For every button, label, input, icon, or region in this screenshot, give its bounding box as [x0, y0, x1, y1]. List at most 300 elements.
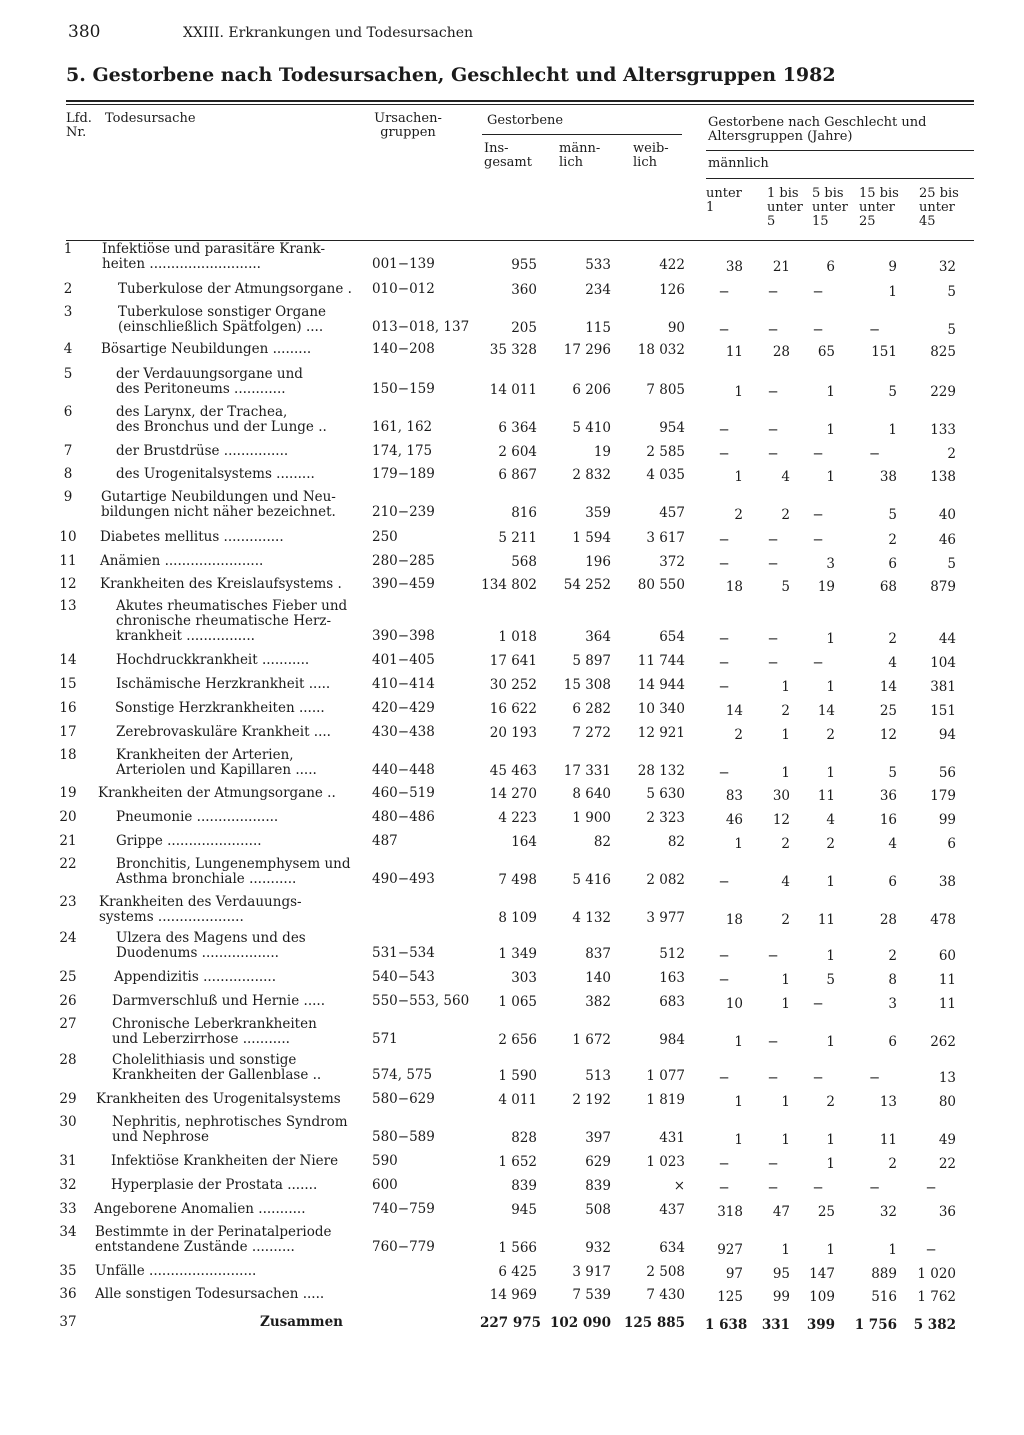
- row-number: 32: [59, 1177, 77, 1193]
- total-deceased: 568: [511, 554, 537, 570]
- male-age-group-value: 1: [826, 384, 835, 400]
- total-deceased: 8 109: [498, 910, 537, 926]
- female-deceased: 3 617: [646, 530, 685, 546]
- cause-group-code: 150−159: [372, 381, 435, 397]
- cause-label: Cholelithiasis und sonstige Krankheiten der Gallenblase ..: [112, 1052, 322, 1083]
- male-age-group-value: 104: [930, 655, 956, 671]
- male-age-group-value: 30: [772, 788, 790, 804]
- cause-group-code: 600: [372, 1177, 398, 1193]
- row-number: 9: [63, 489, 73, 505]
- male-age-group-value: 229: [930, 384, 956, 400]
- cause-label: Grippe ......................: [116, 833, 262, 849]
- male-age-group-value: 22: [938, 1156, 956, 1172]
- cause-group-code: 740−759: [372, 1201, 435, 1217]
- cause-label: Bronchitis, Lungenemphysem und Asthma bronchiale ...........: [116, 856, 351, 887]
- male-age-group-value: 6: [947, 836, 956, 852]
- male-age-group-value: 1 638: [705, 1317, 748, 1333]
- male-age-group-value: 1: [781, 1094, 790, 1110]
- male-age-group-value: 25: [879, 703, 897, 719]
- total-deceased: 30 252: [489, 677, 537, 693]
- male-age-group-value: 1: [826, 1034, 835, 1050]
- male-age-group-value: 5: [947, 284, 956, 300]
- male-age-group-value: −: [812, 507, 824, 523]
- header-by-sex-age-rule: [706, 150, 974, 151]
- male-age-group-value: −: [767, 1156, 779, 1172]
- header-age-1: unter 1: [706, 186, 742, 215]
- male-deceased: 115: [585, 320, 611, 336]
- male-age-group-value: −: [812, 322, 824, 338]
- header-groups: Ursachen- gruppen: [374, 111, 442, 140]
- row-number: 21: [59, 833, 77, 849]
- row-number: 24: [59, 930, 77, 946]
- total-deceased: 955: [511, 257, 537, 273]
- cause-label: der Brustdrüse ...............: [116, 443, 289, 459]
- male-age-group-value: 1 756: [854, 1317, 897, 1333]
- header-lfd-nr: Lfd. Nr.: [66, 111, 92, 140]
- male-deceased: 2 192: [572, 1092, 611, 1108]
- male-age-group-value: −: [718, 948, 730, 964]
- male-deceased: 6 282: [572, 701, 611, 717]
- female-deceased: 7 430: [646, 1287, 685, 1303]
- male-age-group-value: 1: [734, 1094, 743, 1110]
- male-age-group-value: −: [767, 655, 779, 671]
- male-age-group-value: 83: [725, 788, 743, 804]
- male-age-group-value: 147: [809, 1266, 835, 1282]
- female-deceased: 422: [659, 257, 685, 273]
- female-deceased: 954: [659, 420, 685, 436]
- male-age-group-value: 5: [888, 507, 897, 523]
- total-deceased: 35 328: [489, 342, 537, 358]
- total-deceased: 5 211: [498, 530, 537, 546]
- male-age-group-value: 4: [781, 874, 790, 890]
- male-age-group-value: −: [812, 1070, 824, 1086]
- cause-label: des Larynx, der Trachea, des Bronchus und der Lunge ..: [116, 404, 327, 435]
- male-age-group-value: 14: [725, 703, 743, 719]
- female-deceased: 163: [659, 970, 685, 986]
- header-male-rule: [706, 178, 974, 179]
- male-age-group-value: 3: [888, 996, 897, 1012]
- total-deceased: 1 652: [498, 1154, 537, 1170]
- total-deceased: 6 425: [498, 1264, 537, 1280]
- male-age-group-value: 1: [826, 765, 835, 781]
- male-age-group-value: 2: [947, 446, 956, 462]
- cause-label: Anämien .......................: [100, 553, 264, 569]
- female-deceased: 683: [659, 994, 685, 1010]
- cause-label: Krankheiten des Urogenitalsystems: [96, 1091, 341, 1107]
- cause-label: Bösartige Neubildungen .........: [101, 341, 312, 357]
- male-age-group-value: 109: [809, 1289, 835, 1305]
- total-deceased: 205: [511, 320, 537, 336]
- cause-group-code: 490−493: [372, 871, 435, 887]
- female-deceased: 3 977: [646, 910, 685, 926]
- row-number: 16: [59, 700, 77, 716]
- row-number: 34: [59, 1224, 77, 1240]
- male-age-group-value: 65: [817, 344, 835, 360]
- running-head: XXIII. Erkrankungen und Todesursachen: [183, 25, 474, 41]
- male-age-group-value: 2: [781, 703, 790, 719]
- male-age-group-value: 1: [826, 631, 835, 647]
- male-age-group-value: 2: [826, 836, 835, 852]
- total-deceased: 1 566: [498, 1240, 537, 1256]
- total-deceased: 17 641: [489, 653, 537, 669]
- row-number: 15: [59, 676, 77, 692]
- male-age-group-value: 99: [772, 1289, 790, 1305]
- female-deceased: 28 132: [637, 763, 685, 779]
- male-age-group-value: 5: [947, 322, 956, 338]
- female-deceased: 512: [659, 946, 685, 962]
- male-age-group-value: 478: [930, 912, 956, 928]
- header-age-5: 25 bis unter 45: [919, 186, 959, 229]
- header-male: männ- lich: [559, 141, 601, 170]
- male-age-group-value: 1: [781, 765, 790, 781]
- male-age-group-value: 1: [734, 469, 743, 485]
- male-age-group-value: 38: [879, 469, 897, 485]
- male-deceased: 839: [585, 1178, 611, 1194]
- female-deceased: 2 508: [646, 1264, 685, 1280]
- row-number: 37: [59, 1314, 77, 1330]
- male-deceased: 7 539: [572, 1287, 611, 1303]
- male-deceased: 2 832: [572, 467, 611, 483]
- cause-group-code: 161, 162: [372, 419, 433, 435]
- row-number: 29: [59, 1091, 77, 1107]
- row-number: 7: [63, 443, 73, 459]
- male-deceased: 397: [585, 1130, 611, 1146]
- male-age-group-value: −: [812, 1180, 824, 1196]
- row-number: 17: [59, 724, 77, 740]
- male-age-group-value: −: [767, 1034, 779, 1050]
- cause-label: Hochdruckkrankheit ...........: [116, 652, 310, 668]
- cause-group-code: 250: [372, 529, 398, 545]
- male-age-group-value: 28: [879, 912, 897, 928]
- male-age-group-value: 825: [930, 344, 956, 360]
- male-age-group-value: 38: [725, 259, 743, 275]
- cause-group-code: 013−018, 137: [372, 319, 470, 335]
- male-age-group-value: 1: [826, 874, 835, 890]
- male-age-group-value: −: [718, 532, 730, 548]
- header-age-4: 15 bis unter 25: [859, 186, 899, 229]
- male-age-group-value: 318: [717, 1204, 743, 1220]
- male-age-group-value: 16: [879, 812, 897, 828]
- female-deceased: 12 921: [637, 725, 685, 741]
- cause-group-code: 487: [372, 833, 398, 849]
- header-age-3: 5 bis unter 15: [812, 186, 848, 229]
- row-number: 2: [63, 281, 73, 297]
- cause-group-code: 390−459: [372, 576, 435, 592]
- female-deceased: 126: [659, 282, 685, 298]
- row-number: 25: [59, 969, 77, 985]
- row-number: 20: [59, 809, 77, 825]
- male-age-group-value: 1 020: [917, 1266, 956, 1282]
- total-deceased: 14 270: [489, 786, 537, 802]
- male-age-group-value: 6: [888, 556, 897, 572]
- male-age-group-value: −: [812, 284, 824, 300]
- cause-label: Tuberkulose sonstiger Organe (einschließlich Spätfolgen) ....: [118, 304, 327, 335]
- male-age-group-value: −: [767, 322, 779, 338]
- male-age-group-value: 331: [761, 1317, 790, 1333]
- female-deceased: 10 340: [637, 701, 685, 717]
- cause-group-code: 590: [372, 1153, 398, 1169]
- male-deceased: 196: [585, 554, 611, 570]
- cause-label: Krankheiten der Atmungsorgane ..: [98, 785, 336, 801]
- cause-group-code: 571: [372, 1031, 398, 1047]
- cause-label: Ischämische Herzkrankheit .....: [116, 676, 331, 692]
- row-number: 11: [59, 553, 77, 569]
- cause-label: Krankheiten der Arterien, Arteriolen und Kapillaren .....: [116, 747, 317, 778]
- cause-label: Infektiöse und parasitäre Krank- heiten ..........................: [102, 241, 326, 272]
- cause-group-code: 531−534: [372, 945, 435, 961]
- male-age-group-value: 381: [930, 679, 956, 695]
- male-age-group-value: −: [718, 284, 730, 300]
- header-by-sex-age: Gestorbene nach Geschlecht und Altersgruppen (Jahre): [708, 115, 927, 144]
- male-age-group-value: 4: [888, 655, 897, 671]
- male-age-group-value: −: [812, 446, 824, 462]
- total-deceased: 4 223: [498, 810, 537, 826]
- cause-group-code: 210−239: [372, 504, 435, 520]
- male-age-group-value: −: [767, 532, 779, 548]
- male-age-group-value: 5: [888, 765, 897, 781]
- male-age-group-value: 1: [781, 679, 790, 695]
- male-age-group-value: 1: [781, 727, 790, 743]
- cause-group-code: 574, 575: [372, 1067, 433, 1083]
- row-number: 18: [59, 747, 77, 763]
- female-deceased: 11 744: [637, 653, 685, 669]
- male-age-group-value: −: [767, 556, 779, 572]
- cause-group-code: 140−208: [372, 341, 435, 357]
- male-deceased: 513: [585, 1068, 611, 1084]
- top-rule-thin: [66, 104, 974, 105]
- total-deceased: 14 011: [489, 382, 537, 398]
- male-age-group-value: 60: [938, 948, 956, 964]
- male-age-group-value: 2: [826, 1094, 835, 1110]
- top-rule: [66, 100, 974, 102]
- male-age-group-value: 516: [871, 1289, 897, 1305]
- row-number: 8: [63, 466, 73, 482]
- cause-group-code: 001−139: [372, 256, 435, 272]
- male-age-group-value: 56: [938, 765, 956, 781]
- female-deceased: 125 885: [623, 1315, 685, 1331]
- male-age-group-value: 399: [806, 1317, 835, 1333]
- male-age-group-value: 1: [826, 1132, 835, 1148]
- total-deceased: 2 656: [498, 1032, 537, 1048]
- male-age-group-value: 94: [938, 727, 956, 743]
- male-age-group-value: 4: [781, 469, 790, 485]
- row-number: 1: [63, 241, 73, 257]
- male-age-group-value: 19: [817, 579, 835, 595]
- male-age-group-value: 1: [888, 422, 897, 438]
- male-age-group-value: −: [718, 556, 730, 572]
- male-age-group-value: −: [718, 322, 730, 338]
- male-deceased: 1 594: [572, 530, 611, 546]
- male-age-group-value: −: [718, 446, 730, 462]
- cause-group-code: 440−448: [372, 762, 435, 778]
- female-deceased: 437: [659, 1202, 685, 1218]
- cause-label: Angeborene Anomalien ...........: [94, 1201, 306, 1217]
- male-age-group-value: −: [718, 631, 730, 647]
- male-age-group-value: 1: [826, 948, 835, 964]
- male-deceased: 364: [585, 629, 611, 645]
- cause-label: Bestimmte in der Perinatalperiode entstandene Zustände ..........: [95, 1224, 332, 1255]
- row-number: 13: [59, 598, 77, 614]
- male-age-group-value: 6: [826, 259, 835, 275]
- male-deceased: 54 252: [563, 577, 611, 593]
- male-age-group-value: 2: [781, 507, 790, 523]
- cause-group-code: 179−189: [372, 466, 435, 482]
- female-deceased: 4 035: [646, 467, 685, 483]
- row-number: 12: [59, 576, 77, 592]
- male-deceased: 140: [585, 970, 611, 986]
- cause-label: Chronische Leberkrankheiten und Leberzirrhose ...........: [112, 1016, 317, 1047]
- male-age-group-value: 889: [871, 1266, 897, 1282]
- male-age-group-value: −: [718, 679, 730, 695]
- male-age-group-value: −: [718, 874, 730, 890]
- row-number: 5: [63, 366, 73, 382]
- total-deceased: 360: [511, 282, 537, 298]
- male-deceased: 1 900: [572, 810, 611, 826]
- cause-label: Akutes rheumatisches Fieber und chronische rheumatische Herz- krankheit ................: [116, 598, 348, 644]
- row-number: 23: [59, 894, 77, 910]
- total-deceased: 1 018: [498, 629, 537, 645]
- header-deceased-rule: [482, 134, 682, 135]
- male-age-group-value: 11: [817, 912, 835, 928]
- female-deceased: 984: [659, 1032, 685, 1048]
- male-age-group-value: −: [868, 322, 881, 338]
- male-age-group-value: −: [767, 422, 779, 438]
- total-deceased: 2 604: [498, 444, 537, 460]
- row-number: 22: [59, 856, 77, 872]
- row-number: 19: [59, 785, 77, 801]
- male-deceased: 17 296: [563, 342, 611, 358]
- male-age-group-value: 2: [888, 1156, 897, 1172]
- cause-group-code: 174, 175: [372, 443, 433, 459]
- male-age-group-value: 5: [888, 384, 897, 400]
- female-deceased: 634: [659, 1240, 685, 1256]
- male-age-group-value: 2: [888, 948, 897, 964]
- total-deceased: 6 364: [498, 420, 537, 436]
- female-deceased: 7 805: [646, 382, 685, 398]
- male-age-group-value: −: [868, 446, 881, 462]
- male-age-group-value: 1: [734, 1034, 743, 1050]
- male-age-group-value: −: [767, 384, 779, 400]
- male-age-group-value: 12: [772, 812, 790, 828]
- cause-label: Zerebrovaskuläre Krankheit ....: [116, 724, 331, 740]
- male-age-group-value: 18: [725, 579, 743, 595]
- male-age-group-value: 47: [772, 1204, 790, 1220]
- total-deceased: 1 065: [498, 994, 537, 1010]
- male-age-group-value: 8: [888, 972, 897, 988]
- male-age-group-value: 40: [938, 507, 956, 523]
- cause-group-code: 430−438: [372, 724, 435, 740]
- male-age-group-value: 2: [781, 912, 790, 928]
- male-age-group-value: 25: [817, 1204, 835, 1220]
- cause-label: Darmverschluß und Hernie .....: [112, 993, 325, 1009]
- male-age-group-value: 14: [817, 703, 835, 719]
- total-deceased: 4 011: [498, 1092, 537, 1108]
- male-age-group-value: −: [718, 655, 730, 671]
- male-age-group-value: 138: [930, 469, 956, 485]
- male-age-group-value: −: [868, 1070, 881, 1086]
- male-age-group-value: 5: [947, 556, 956, 572]
- male-age-group-value: −: [767, 948, 779, 964]
- cause-label: Diabetes mellitus ..............: [100, 529, 284, 545]
- male-age-group-value: −: [925, 1180, 937, 1196]
- male-age-group-value: 2: [781, 836, 790, 852]
- male-deceased: 3 917: [572, 1264, 611, 1280]
- male-age-group-value: 28: [772, 344, 790, 360]
- male-age-group-value: −: [812, 996, 824, 1012]
- total-deceased: 7 498: [498, 872, 537, 888]
- row-number: 6: [63, 404, 73, 420]
- total-deceased: 816: [511, 505, 537, 521]
- male-age-group-value: −: [812, 655, 824, 671]
- male-deceased: 533: [585, 257, 611, 273]
- male-age-group-value: 1: [826, 1156, 835, 1172]
- cause-group-code: 420−429: [372, 700, 435, 716]
- cause-group-code: 550−553, 560: [372, 993, 470, 1009]
- male-age-group-value: −: [767, 284, 779, 300]
- male-age-group-value: 46: [938, 532, 956, 548]
- row-number: 3: [63, 304, 73, 320]
- male-age-group-value: 4: [888, 836, 897, 852]
- cause-group-code: 580−589: [372, 1129, 435, 1145]
- total-deceased: 1 590: [498, 1068, 537, 1084]
- male-age-group-value: 95: [772, 1266, 790, 1282]
- male-age-group-value: 1: [781, 1242, 790, 1258]
- cause-label: Zusammen: [260, 1314, 343, 1330]
- row-number: 36: [59, 1286, 77, 1302]
- female-deceased: ×: [673, 1178, 685, 1194]
- male-age-group-value: 11: [817, 788, 835, 804]
- male-age-group-value: −: [718, 1180, 730, 1196]
- total-deceased: 828: [511, 1130, 537, 1146]
- male-age-group-value: 2: [734, 727, 743, 743]
- male-age-group-value: 13: [879, 1094, 897, 1110]
- male-age-group-value: 12: [879, 727, 897, 743]
- cause-group-code: 280−285: [372, 553, 435, 569]
- cause-label: Krankheiten des Verdauungs- systems ....................: [99, 894, 302, 925]
- header-cause: Todesursache: [105, 111, 196, 126]
- female-deceased: 1 819: [646, 1092, 685, 1108]
- total-deceased: 164: [511, 834, 537, 850]
- male-age-group-value: 6: [888, 1034, 897, 1050]
- header-male-label: männlich: [708, 156, 769, 171]
- male-age-group-value: 68: [879, 579, 897, 595]
- male-deceased: 102 090: [550, 1315, 612, 1331]
- total-deceased: 303: [511, 970, 537, 986]
- male-age-group-value: 36: [938, 1204, 956, 1220]
- male-age-group-value: 21: [772, 259, 790, 275]
- male-deceased: 4 132: [572, 910, 611, 926]
- cause-label: der Verdauungsorgane und des Peritoneums ............: [116, 366, 303, 397]
- total-deceased: 1 349: [498, 946, 537, 962]
- cause-group-code: 580−629: [372, 1091, 435, 1107]
- male-age-group-value: 262: [930, 1034, 956, 1050]
- cause-label: Gutartige Neubildungen und Neu- bildungen nicht näher bezeichnet.: [101, 489, 336, 520]
- total-deceased: 14 969: [489, 1287, 537, 1303]
- male-deceased: 19: [593, 444, 611, 460]
- female-deceased: 457: [659, 505, 685, 521]
- row-number: 26: [59, 993, 77, 1009]
- male-age-group-value: 11: [725, 344, 743, 360]
- male-deceased: 5 410: [572, 420, 611, 436]
- male-age-group-value: 1: [734, 384, 743, 400]
- male-age-group-value: 1: [781, 1132, 790, 1148]
- total-deceased: 20 193: [489, 725, 537, 741]
- male-deceased: 8 640: [572, 786, 611, 802]
- cause-label: Sonstige Herzkrankheiten ......: [115, 700, 325, 716]
- male-age-group-value: −: [767, 1070, 779, 1086]
- female-deceased: 2 082: [646, 872, 685, 888]
- male-age-group-value: 99: [938, 812, 956, 828]
